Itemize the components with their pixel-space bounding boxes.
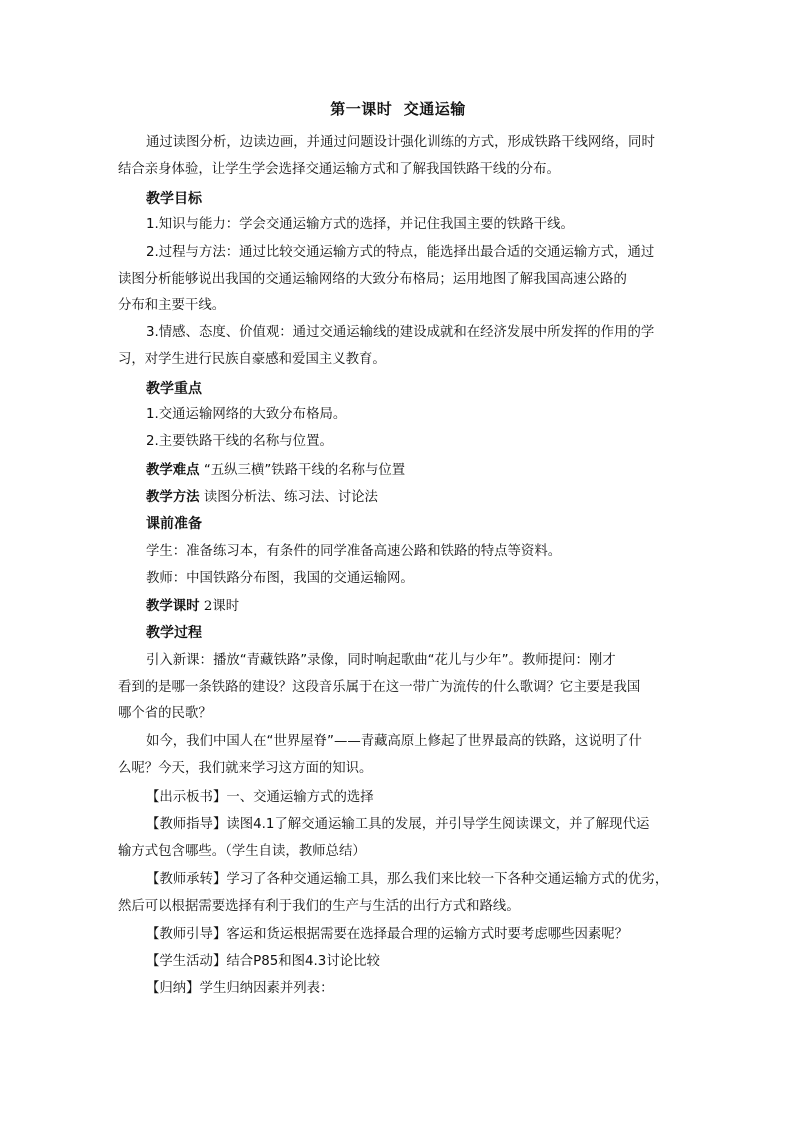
transition-line-1: 【教师承转】学习了各种交通运输工具，那么我们来比较一下各种交通运输方式的优劣， bbox=[146, 872, 669, 887]
keypoints-heading: 教学重点 bbox=[146, 381, 202, 397]
objective-3-line-1: 3.情感、态度、价值观：通过交通运输线的建设成就和在经济发展中所发挥的作用的学 bbox=[146, 325, 655, 340]
objective-2-line-1: 2.过程与方法：通过比较交通运输方式的特点，能选择出最合适的交通运输方式，通过 bbox=[146, 245, 655, 260]
difficulty-line bbox=[118, 457, 678, 485]
now-line-1: 如今，我们中国人在“世界屋脊”——青藏高原上修起了世界最高的铁路，这说明了什 bbox=[146, 734, 642, 749]
method-line bbox=[118, 484, 678, 512]
intro-line-1: 通过读图分析，边读边画，并通过问题设计强化训练的方式，形成铁路干线网络，同时 bbox=[146, 135, 655, 150]
objective-2 bbox=[118, 240, 678, 320]
objective-3-line-2: 习，对学生进行民族自豪感和爱国主义教育。 bbox=[118, 351, 386, 367]
intro-line-2: 结合亲身体验，让学生学会选择交通运输方式和了解我国铁路干线的分布。 bbox=[118, 161, 560, 177]
intro-lesson-line-2: 看到的是哪一条铁路的建设？这段音乐属于在这一带广为流传的什么歌调？它主要是我国 bbox=[118, 679, 641, 695]
objective-3 bbox=[118, 320, 678, 373]
page-title: 第一课时 交通运输 bbox=[330, 100, 466, 118]
prep-teacher: 教师：中国铁路分布图，我国的交通运输网。 bbox=[146, 571, 414, 586]
hours-text: 2课时 bbox=[203, 599, 240, 614]
prep-students: 学生：准备练习本，有条件的同学准备高速公路和铁路的特点等资料。 bbox=[146, 544, 562, 559]
objective-2-line-3: 分布和主要干线。 bbox=[118, 298, 226, 313]
now-line-2: 么呢？今天，我们就来学习这方面的知识。 bbox=[118, 760, 373, 776]
transition-line-2: 然后可以根据需要选择有利于我们的生产与生活的出行方式和路线。 bbox=[118, 898, 520, 914]
objective-2-line-2: 读图分析能够说出我国的交通运输网络的大致分布格局；运用地图了解我国高速公路的 bbox=[118, 271, 627, 287]
prep-heading: 课前准备 bbox=[146, 516, 202, 532]
intro-lesson-paragraph bbox=[118, 648, 678, 728]
method-text: 读图分析法、练习法、讨论法 bbox=[203, 490, 378, 505]
now-paragraph bbox=[118, 729, 678, 782]
hours-label: 教学课时 bbox=[146, 598, 200, 614]
objective-1: 1.知识与能力：学会交通运输方式的选择，并记住我国主要的铁路干线。 bbox=[146, 217, 574, 232]
hours-line bbox=[118, 593, 678, 621]
method-label: 教学方法 bbox=[146, 489, 200, 505]
keypoint-2: 2.主要铁路干线的名称与位置。 bbox=[146, 434, 333, 449]
guide-line-2: 输方式包含哪些。（学生自读，教师总结） bbox=[118, 843, 366, 859]
transition-paragraph bbox=[118, 867, 678, 920]
objectives-heading: 教学目标 bbox=[146, 191, 202, 207]
difficulty-text: “五纵三横”铁路干线的名称与位置 bbox=[203, 463, 406, 478]
board-line: 【出示板书】一、交通运输方式的选择 bbox=[146, 790, 374, 805]
intro-lesson-line-1: 引入新课：播放“青藏铁路”录像，同时响起歌曲“花儿与少年”。教师提问：刚才 bbox=[146, 653, 616, 668]
lead-line: 【教师引导】客运和货运根据需要在选择最合理的运输方式时要考虑哪些因素呢？ bbox=[146, 927, 629, 942]
keypoint-1: 1.交通运输网络的大致分布格局。 bbox=[146, 407, 347, 422]
activity-line: 【学生活动】结合P85和图4.3讨论比较 bbox=[146, 954, 380, 969]
summary-line: 【归纳】学生归纳因素并列表： bbox=[146, 981, 334, 996]
difficulty-label: 教学难点 bbox=[146, 462, 200, 478]
intro-paragraph bbox=[118, 130, 678, 183]
guide-paragraph bbox=[118, 812, 678, 865]
intro-lesson-line-3: 哪个省的民歌？ bbox=[118, 706, 212, 721]
process-heading: 教学过程 bbox=[146, 625, 202, 641]
guide-line-1: 【教师指导】读图4.1了解交通运输工具的发展，并引导学生阅读课文，并了解现代运 bbox=[146, 817, 650, 832]
